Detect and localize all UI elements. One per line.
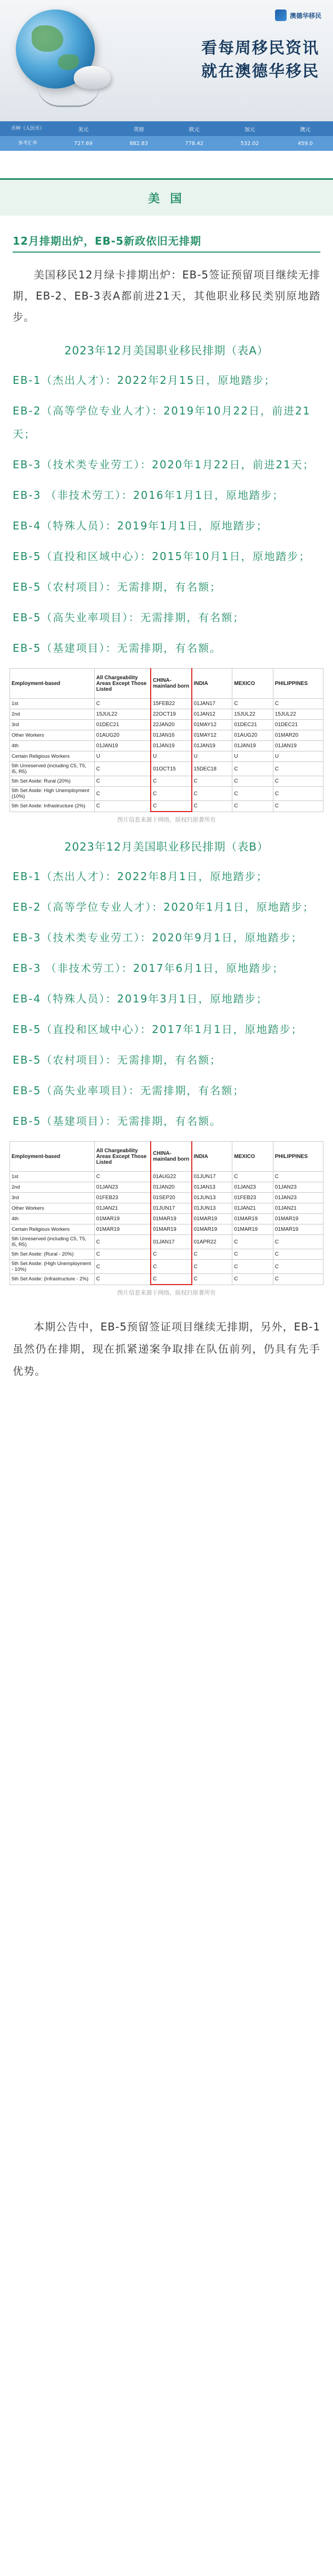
- category-cell: 5th Set Aside: (Infrastructure - 2%): [10, 1274, 95, 1285]
- table-row: [10, 1235, 324, 1249]
- date-cell: 01JAN19: [151, 741, 191, 751]
- date-cell: C: [273, 1235, 323, 1249]
- date-cell: C: [232, 1260, 273, 1274]
- date-cell: 01DEC21: [94, 720, 151, 730]
- date-cell: C: [151, 1249, 191, 1260]
- brand-logo-icon: [275, 9, 287, 21]
- date-cell: 01MAR19: [273, 1214, 323, 1224]
- list-item: EB-3（技术类专业劳工）：2020年1月22日，前进21天；: [13, 458, 315, 471]
- column-header: INDIA: [192, 669, 232, 699]
- list-item: EB-5（基建项目）：无需排期，有名额。: [13, 1115, 222, 1127]
- banner-headline: [201, 37, 319, 83]
- category-cell: 1st: [10, 699, 95, 709]
- image-caption: 图片信息来源于网络，版权归原著所有: [117, 1289, 216, 1296]
- table-row: [10, 1249, 324, 1260]
- date-cell: 01MAR19: [192, 1224, 232, 1235]
- date-cell: 01MAR20: [273, 730, 323, 741]
- table-a-list: [13, 369, 320, 660]
- table-row: [10, 699, 324, 709]
- date-cell: 01JAN16: [151, 730, 191, 741]
- table-row: [10, 762, 324, 776]
- date-cell: 15JUL22: [273, 709, 323, 720]
- list-item: EB-5（直投和区域中心）：2015年10月1日，原地踏步；: [13, 550, 311, 563]
- date-cell: C: [273, 1249, 323, 1260]
- banner-headline-line1: 看每周移民资讯: [201, 39, 319, 57]
- date-cell: 01AUG20: [232, 730, 273, 741]
- column-header: All Chargeability Areas Except Those Listed: [94, 669, 151, 699]
- date-cell: C: [232, 1172, 273, 1182]
- exchange-rate-table: [0, 121, 333, 151]
- date-cell: 01MAR19: [192, 1214, 232, 1224]
- rate-value-cell: 778.42: [166, 136, 222, 151]
- date-cell: C: [151, 787, 191, 801]
- date-cell: 15JUL22: [232, 709, 273, 720]
- date-cell: C: [273, 1172, 323, 1182]
- column-header: CHINA-mainland born: [151, 669, 191, 699]
- date-cell: C: [232, 699, 273, 709]
- date-cell: C: [273, 787, 323, 801]
- date-cell: 01JAN20: [151, 1182, 191, 1193]
- rate-header-cell: 美元: [55, 121, 111, 136]
- list-item: EB-5（高失业率项目）：无需排期，有名额；: [13, 1084, 245, 1097]
- table-row: [10, 1224, 324, 1235]
- visa-bulletin-table-a: [9, 668, 324, 812]
- article-subtitle: 12月排期出炉，EB-5新政依旧无排期: [13, 230, 320, 253]
- date-cell: 01JAN23: [273, 1193, 323, 1203]
- closing-paragraph: 本期公告中，EB-5预留签证项目继续无排期，另外，EB-1虽然仍在排期，现在抓紧递案争取排在队伍前列，仍具有先手优势。: [13, 1320, 320, 1377]
- date-cell: 01JAN19: [273, 741, 323, 751]
- date-cell: C: [192, 776, 232, 787]
- category-cell: 2nd: [10, 1182, 95, 1193]
- date-cell: C: [94, 801, 151, 812]
- category-cell: 4th: [10, 1214, 95, 1224]
- date-cell: C: [232, 787, 273, 801]
- list-item: EB-2（高等学位专业人才）：2019年10月22日，前进21天；: [13, 404, 311, 440]
- category-cell: 2nd: [10, 709, 95, 720]
- category-cell: 5th Unreserved (including C5, T5, I5, R5): [10, 762, 95, 776]
- date-cell: 01OCT15: [151, 762, 191, 776]
- list-item: EB-5（高失业率项目）：无需排期，有名额；: [13, 611, 245, 624]
- column-header: Employment-based: [10, 1142, 95, 1172]
- list-item: EB-2（高等学位专业人才）：2020年1月1日，原地踏步；: [13, 901, 315, 913]
- table-row: [10, 1214, 324, 1224]
- date-cell: C: [192, 1249, 232, 1260]
- list-item: EB-5（农村项目）：无需排期，有名额；: [13, 581, 222, 593]
- table-row: [10, 801, 324, 812]
- date-cell: C: [192, 1274, 232, 1285]
- table-row: [10, 730, 324, 741]
- date-cell: 01FEB23: [94, 1193, 151, 1203]
- table-header-row: [10, 1142, 324, 1172]
- date-cell: U: [273, 751, 323, 762]
- date-cell: 01MAR19: [151, 1224, 191, 1235]
- date-cell: C: [273, 776, 323, 787]
- date-cell: 01MAR19: [94, 1224, 151, 1235]
- date-cell: 01MAR19: [273, 1224, 323, 1235]
- date-cell: 01MAR19: [232, 1214, 273, 1224]
- date-cell: C: [151, 1274, 191, 1285]
- table-row: [10, 1182, 324, 1193]
- date-cell: C: [94, 1249, 151, 1260]
- list-item: EB-1（杰出人才）：2022年2月15日，原地踏步；: [13, 374, 276, 387]
- category-cell: 5th Set Aside: (High Unemployment - 10%): [10, 1260, 95, 1274]
- table-row: [10, 720, 324, 730]
- rate-value-cell: 参考汇率: [0, 136, 55, 151]
- date-cell: C: [232, 1274, 273, 1285]
- category-cell: 5th Set Aside: Rural (20%): [10, 776, 95, 787]
- date-cell: C: [273, 762, 323, 776]
- date-cell: 01DEC21: [273, 720, 323, 730]
- date-cell: 01MAR19: [151, 1214, 191, 1224]
- date-cell: C: [94, 1172, 151, 1182]
- rate-value-cell: 727.69: [55, 136, 111, 151]
- rate-value-cell: 532.02: [222, 136, 277, 151]
- category-cell: 5th Set Aside: Infrastructure (2%): [10, 801, 95, 812]
- rate-value-cell: 459.0: [278, 136, 333, 151]
- date-cell: 01JUN13: [192, 1203, 232, 1214]
- date-cell: 01AUG22: [151, 1172, 191, 1182]
- date-cell: C: [273, 1260, 323, 1274]
- table-row: [10, 751, 324, 762]
- date-cell: 01JAN13: [192, 1182, 232, 1193]
- date-cell: C: [192, 1260, 232, 1274]
- date-cell: 01JAN21: [273, 1203, 323, 1214]
- table-row: [10, 1260, 324, 1274]
- exchange-rate-value-row: [0, 136, 333, 151]
- date-cell: C: [94, 1235, 151, 1249]
- date-cell: 01JAN23: [94, 1182, 151, 1193]
- date-cell: 15FEB22: [151, 699, 191, 709]
- date-cell: 15JUL22: [94, 709, 151, 720]
- list-item: EB-5（农村项目）：无需排期，有名额；: [13, 1054, 222, 1066]
- date-cell: 22JAN20: [151, 720, 191, 730]
- country-title: 美 国: [148, 192, 185, 206]
- date-cell: 01MAR19: [232, 1224, 273, 1235]
- date-cell: 01MAY12: [192, 720, 232, 730]
- date-cell: 01JAN21: [94, 1203, 151, 1214]
- category-cell: 3rd: [10, 720, 95, 730]
- category-cell: Other Workers: [10, 730, 95, 741]
- column-header: Employment-based: [10, 669, 95, 699]
- date-cell: C: [232, 801, 273, 812]
- country-section-banner: [0, 178, 333, 216]
- table-b-heading: 2023年12月美国职业移民排期（表B）: [64, 841, 269, 853]
- exchange-rate-header-row: [0, 121, 333, 136]
- brand-logo-text: 澳德华移民: [289, 12, 321, 20]
- list-item: EB-4（特殊人员）：2019年3月1日，原地踏步；: [13, 992, 268, 1005]
- date-cell: C: [94, 1274, 151, 1285]
- date-cell: 01SEP20: [151, 1193, 191, 1203]
- date-cell: U: [94, 751, 151, 762]
- image-caption: 图片信息来源于网络，版权归原著所有: [117, 816, 216, 823]
- date-cell: 15DEC18: [192, 762, 232, 776]
- table-b-image: [9, 1141, 324, 1297]
- table-b-list: [13, 865, 320, 1133]
- date-cell: C: [192, 801, 232, 812]
- date-cell: U: [151, 751, 191, 762]
- rate-header-cell: 澳元: [278, 121, 333, 136]
- brand-logo: [275, 9, 321, 21]
- date-cell: C: [273, 1274, 323, 1285]
- date-cell: C: [151, 1260, 191, 1274]
- column-header: CHINA-mainland born: [151, 1142, 191, 1172]
- category-cell: 4th: [10, 741, 95, 751]
- date-cell: 01FEB23: [232, 1193, 273, 1203]
- date-cell: 01JAN21: [232, 1203, 273, 1214]
- table-row: [10, 709, 324, 720]
- date-cell: 01JAN17: [192, 699, 232, 709]
- date-cell: C: [94, 1260, 151, 1274]
- column-header: All Chargeability Areas Except Those Listed: [94, 1142, 151, 1172]
- table-a-heading: 2023年12月美国职业移民排期（表A）: [64, 344, 269, 357]
- category-cell: Certain Religious Workers: [10, 1224, 95, 1235]
- column-header: PHILIPPINES: [273, 1142, 323, 1172]
- date-cell: U: [232, 751, 273, 762]
- date-cell: 22OCT19: [151, 709, 191, 720]
- category-cell: 5th Unreserved (including C5, T5, I5, R5): [10, 1235, 95, 1249]
- banner-headline-line2: 就在澳德华移民: [201, 62, 319, 81]
- date-cell: C: [151, 801, 191, 812]
- rate-value-cell: 882.83: [111, 136, 166, 151]
- table-row: [10, 1274, 324, 1285]
- date-cell: 01JUN17: [192, 1172, 232, 1182]
- table-a-image: [9, 668, 324, 824]
- date-cell: C: [94, 787, 151, 801]
- column-header: MEXICO: [232, 1142, 273, 1172]
- date-cell: 01JAN23: [273, 1182, 323, 1193]
- date-cell: 01JAN19: [192, 741, 232, 751]
- date-cell: 01JAN17: [151, 1235, 191, 1249]
- category-cell: 3rd: [10, 1193, 95, 1203]
- date-cell: C: [151, 776, 191, 787]
- date-cell: U: [192, 751, 232, 762]
- computer-mouse-icon: [74, 66, 111, 89]
- list-item: EB-3 （非技术劳工）：2016年1月1日，原地踏步；: [13, 489, 285, 501]
- table-header-row: [10, 669, 324, 699]
- date-cell: C: [232, 1235, 273, 1249]
- table-row: [10, 1203, 324, 1214]
- table-row: [10, 776, 324, 787]
- rate-header-cell: 欧元: [166, 121, 222, 136]
- list-item: EB-3（技术类专业劳工）：2020年9月1日，原地踏步；: [13, 931, 303, 944]
- rate-header-cell: 英镑: [111, 121, 166, 136]
- date-cell: C: [232, 1249, 273, 1260]
- date-cell: 01JAN12: [192, 709, 232, 720]
- date-cell: C: [273, 699, 323, 709]
- date-cell: C: [273, 801, 323, 812]
- list-item: EB-3 （非技术劳工）：2017年6月1日，原地踏步；: [13, 962, 285, 975]
- table-row: [10, 1172, 324, 1182]
- date-cell: 01MAR19: [94, 1214, 151, 1224]
- date-cell: C: [232, 776, 273, 787]
- category-cell: Other Workers: [10, 1203, 95, 1214]
- date-cell: 01JUN17: [151, 1203, 191, 1214]
- list-item: EB-1（杰出人才）：2022年8月1日，原地踏步；: [13, 870, 268, 883]
- list-item: EB-5（直投和区域中心）：2017年1月1日，原地踏步；: [13, 1023, 303, 1036]
- date-cell: 01DEC21: [232, 720, 273, 730]
- rate-header-cell: 加元: [222, 121, 277, 136]
- list-item: EB-5（基建项目）：无需排期，有名额。: [13, 642, 222, 654]
- hero-banner: [0, 0, 333, 121]
- date-cell: 01JAN19: [232, 741, 273, 751]
- column-header: MEXICO: [232, 669, 273, 699]
- date-cell: C: [94, 776, 151, 787]
- table-row: [10, 787, 324, 801]
- date-cell: 01JAN23: [232, 1182, 273, 1193]
- date-cell: C: [232, 762, 273, 776]
- date-cell: 01JAN19: [94, 741, 151, 751]
- date-cell: 01JUN13: [192, 1193, 232, 1203]
- date-cell: C: [192, 787, 232, 801]
- list-item: EB-4（特殊人员）：2019年1月1日，原地踏步；: [13, 519, 268, 532]
- column-header: PHILIPPINES: [273, 669, 323, 699]
- category-cell: 1st: [10, 1172, 95, 1182]
- table-row: [10, 1193, 324, 1203]
- date-cell: C: [94, 699, 151, 709]
- category-cell: 5th Set Aside: High Unemployment (10%): [10, 787, 95, 801]
- table-row: [10, 741, 324, 751]
- intro-paragraph: 美国移民12月绿卡排期出炉：EB-5签证预留项目继续无排期，EB-2、EB-3表A都前进21天，其他职业移民类别原地踏步。: [13, 268, 320, 323]
- column-header: INDIA: [192, 1142, 232, 1172]
- date-cell: 01AUG20: [94, 730, 151, 741]
- rate-header-cell: 币种（人民币）: [0, 121, 55, 136]
- date-cell: C: [94, 762, 151, 776]
- date-cell: 01APR22: [192, 1235, 232, 1249]
- category-cell: 5th Set Aside: (Rural - 20%): [10, 1249, 95, 1260]
- visa-bulletin-table-b: [9, 1141, 324, 1285]
- date-cell: 01MAY12: [192, 730, 232, 741]
- category-cell: Certain Religious Workers: [10, 751, 95, 762]
